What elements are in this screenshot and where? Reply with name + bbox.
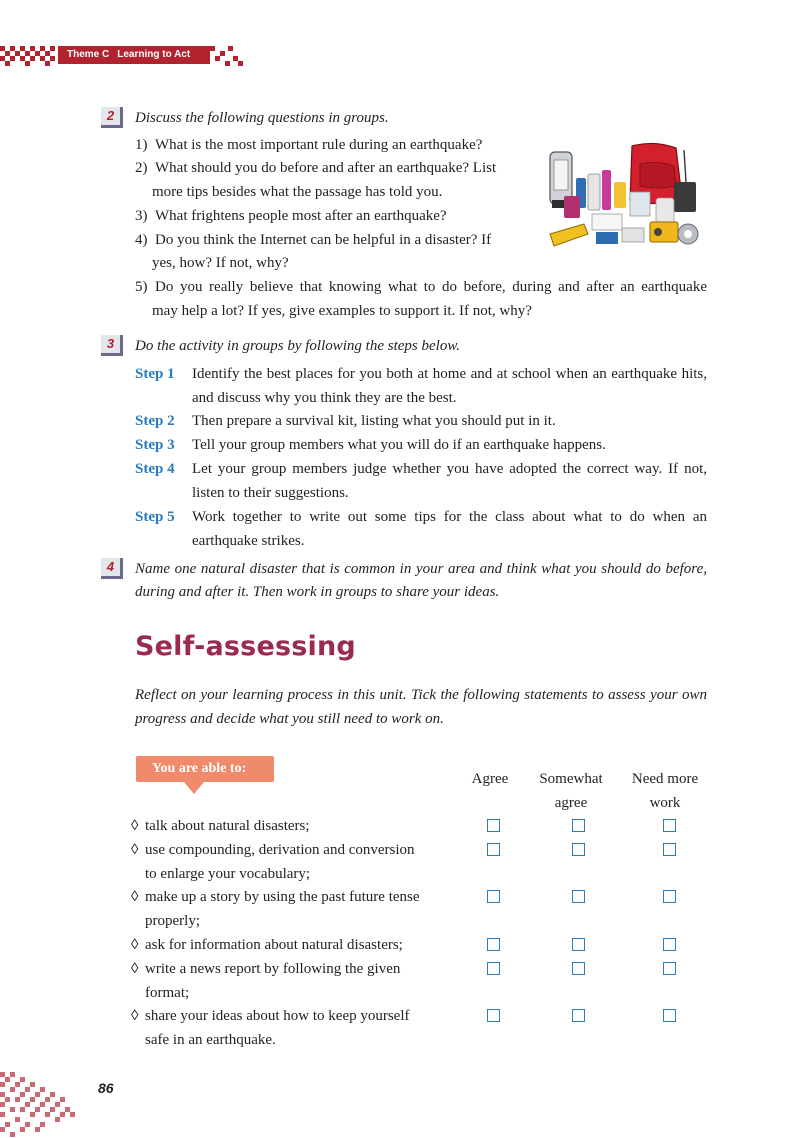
question-number: 4) [135, 232, 148, 248]
checkbox-need-more-work[interactable] [663, 1009, 676, 1022]
survival-kit-illustration [546, 142, 702, 254]
question-text: What should you do before and after an earthquake? List [155, 160, 497, 176]
page-number: 86 [98, 1080, 114, 1096]
statement-row [131, 814, 437, 838]
step-label: Step 5 [135, 509, 175, 525]
task-number-badge: 3 [101, 335, 123, 356]
checkbox-need-more-work[interactable] [663, 890, 676, 903]
task2-instruction: Discuss the following questions in groups. [135, 110, 389, 126]
checkbox-need-more-work[interactable] [663, 843, 676, 856]
task3-instruction: Do the activity in groups by following the steps below. [135, 338, 460, 354]
checkbox-agree[interactable] [487, 843, 500, 856]
checkbox-somewhat-agree[interactable] [572, 1009, 585, 1022]
statement-row [131, 1004, 437, 1052]
task4-instruction: Name one natural disaster that is common in your area and think what you should do before, during and after it. Then work in groups to share your ideas. [135, 561, 707, 600]
statement-text: make up a story by using the past future tense [145, 889, 420, 905]
question-number: 5) [135, 279, 148, 295]
question-text: yes, how? If not, why? [152, 255, 289, 271]
question-text: What is the most important rule during an earthquake? [155, 137, 483, 153]
statement-text: format; [145, 985, 190, 1001]
step-label: Step 1 [135, 366, 175, 382]
question-number: 1) [135, 137, 148, 153]
step-text: Tell your group members what you will do if an earthquake happens. [192, 437, 606, 453]
checkbox-agree[interactable] [487, 890, 500, 903]
diamond-bullet-icon: ◊ [131, 961, 139, 977]
diamond-bullet-icon: ◊ [131, 842, 139, 858]
question-text: Do you really believe that knowing what to do before, during and after an earthquake [155, 279, 707, 295]
checkbox-somewhat-agree[interactable] [572, 843, 585, 856]
able-to-label-tail [184, 782, 204, 794]
column-header-line: agree [554, 795, 588, 811]
theme-label: Theme C [67, 49, 110, 60]
statement-text: talk about natural disasters; [145, 818, 310, 834]
statement-row [131, 957, 437, 1005]
task-number-badge: 4 [101, 558, 123, 579]
step-label: Step 2 [135, 413, 175, 429]
question-text: Do you think the Internet can be helpful in a disaster? If [155, 232, 492, 248]
diamond-bullet-icon: ◊ [131, 937, 139, 953]
able-to-label: You are able to: [136, 756, 274, 782]
column-header-line: Agree [471, 771, 509, 787]
column-header-need-more-work [620, 767, 710, 815]
statement-text: safe in an earthquake. [145, 1032, 276, 1048]
step-text: Then prepare a survival kit, listing what you should put in it. [192, 413, 556, 429]
checkbox-somewhat-agree[interactable] [572, 890, 585, 903]
checkbox-agree[interactable] [487, 962, 500, 975]
statement-row [131, 933, 437, 957]
checkbox-agree[interactable] [487, 938, 500, 951]
column-header-line: Somewhat [539, 771, 603, 787]
column-header-agree [460, 767, 520, 791]
theme-banner [58, 46, 210, 64]
column-header-line: Need more [631, 771, 699, 787]
question-number: 2) [135, 160, 148, 176]
step-text: Identify the best places for you both at home and at school when an earthquake hits, and discuss why you think they are the best. [192, 366, 707, 406]
statement-text: write a news report by following the given [145, 961, 401, 977]
statement-text: share your ideas about how to keep yourself [145, 1008, 410, 1024]
column-header-line: work [649, 795, 681, 811]
footer-checker-pattern [0, 1068, 95, 1138]
statement-text: to enlarge your vocabulary; [145, 866, 311, 882]
column-header-somewhat-agree [531, 767, 611, 815]
checkbox-agree[interactable] [487, 819, 500, 832]
checkbox-somewhat-agree[interactable] [572, 819, 585, 832]
question-text: more tips besides what the passage has told you. [152, 184, 443, 200]
statement-text: ask for information about natural disasters; [145, 937, 403, 953]
checkbox-need-more-work[interactable] [663, 962, 676, 975]
diamond-bullet-icon: ◊ [131, 818, 139, 834]
checkbox-somewhat-agree[interactable] [572, 938, 585, 951]
diamond-bullet-icon: ◊ [131, 889, 139, 905]
step-label: Step 4 [135, 461, 175, 477]
self-assessing-intro: Reflect on your learning process in this unit. Tick the following statements to assess your own progress and decide what you still need to work on. [135, 687, 707, 727]
step-text: Work together to write out some tips for the class about what to do when an earthquake strikes. [192, 509, 707, 549]
checkbox-somewhat-agree[interactable] [572, 962, 585, 975]
diamond-bullet-icon: ◊ [131, 1008, 139, 1024]
statement-row [131, 885, 437, 933]
checkbox-agree[interactable] [487, 1009, 500, 1022]
checkbox-need-more-work[interactable] [663, 938, 676, 951]
step-label: Step 3 [135, 437, 175, 453]
question-text: What frightens people most after an earthquake? [155, 208, 447, 224]
checkbox-need-more-work[interactable] [663, 819, 676, 832]
statement-text: properly; [145, 913, 200, 929]
question-number: 3) [135, 208, 148, 224]
statement-row [131, 838, 437, 886]
section-title: Self-assessing [135, 631, 356, 662]
statement-text: use compounding, derivation and conversion [145, 842, 415, 858]
task-number-badge: 2 [101, 107, 123, 128]
question-text: may help a lot? If yes, give examples to support it. If not, why? [152, 303, 532, 319]
step-text: Let your group members judge whether you have adopted the correct way. If not, listen to their suggestions. [192, 461, 707, 501]
theme-title: Learning to Act [117, 49, 191, 60]
